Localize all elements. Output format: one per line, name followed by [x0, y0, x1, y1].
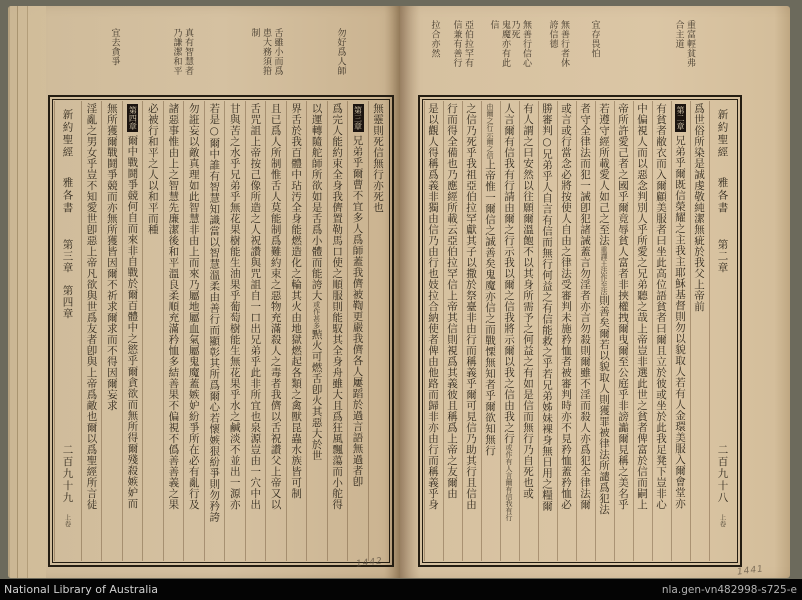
margin-note: 舌雖小而爲患大務須箝制: [249, 28, 283, 76]
column-text: 或言或行當念必將按使人自由之律法受審判未施矜恤者被審判時亦不見矜恤蓋矜恤必: [560, 103, 572, 510]
column-text: 勿誑妄以敵真理如此智慧非由上而來乃屬地屬血氣屬鬼魔蓋嫉妒紛爭所在必有亂行及: [187, 103, 200, 510]
column-text: 舌咒詛上帝按己像所造之人祝讚與咒詛自一口出兄弟乎此非所宜也泉源豈由一穴中出: [249, 103, 262, 510]
body-column: [81, 101, 101, 561]
body-column: [614, 101, 633, 561]
left-columns: [54, 101, 388, 561]
column-text: 上帝惟一爾信之誠善矣鬼魔亦信之而戰慄無知者乎爾欲知無行: [484, 159, 496, 456]
body-column: [347, 101, 367, 561]
body-column: [538, 101, 557, 561]
column-text: 行而得全備也乃應經所載云亞伯拉罕信上帝其信則視爲其義彼且稱爲上帝之友爾由: [446, 103, 458, 499]
body-column: [519, 101, 538, 561]
body-column: [122, 101, 142, 561]
page-number: 二百九十八: [716, 444, 729, 504]
column-text: 界舌於我百體中玷汚全身能燃造化之輪其火由地獄燃起各類之禽獸昆蟲水族皆可制: [290, 103, 303, 499]
chapter-heading-box: 第四章: [128, 106, 138, 130]
column-text: 爲完人能約束全身我儕置勒馬口使之順服則能馭其全身舟雖大且爲狂風飄蕩而小舵得: [331, 103, 344, 510]
interlinear-note: 或作甚多: [312, 301, 321, 329]
column-text: 者守全律法而犯一誡卽犯諸誡蓋言勿淫者亦言勿殺則爾雖不淫而殺人亦爲犯全律法爾: [579, 103, 591, 510]
body-column: [500, 101, 519, 561]
left-text-frame: [48, 95, 394, 570]
body-column: [576, 101, 595, 561]
book-title: 新約聖經: [716, 109, 729, 159]
body-column: [265, 101, 285, 561]
chapter-heading-box: 第二章: [676, 106, 685, 130]
chapter-heading-box: 第三章: [353, 106, 363, 130]
body-column: [163, 101, 183, 561]
column-text: 若是○爾中誰有智慧知識當以智慧溫柔由善行而顯彰其所爲爾心若懷嫉狠紛爭則勿矜誇: [208, 103, 221, 523]
body-column: [204, 101, 224, 561]
image-id: nla.gen-vn482998-s725-e: [661, 584, 797, 596]
column-text: 帝所許愛己者之國乎爾竟辱貧人富者非挾權拽爾曳爾至公庭乎非謗讟爾見稱之美名乎: [617, 103, 629, 510]
column-text: 之信乃死乎我祖亞伯拉罕獻其子以撒於祭臺非由行而稱義乎爾可見信乃助其行且信由: [465, 103, 477, 510]
interlinear-note: 由爾之行示爾之信: [486, 103, 494, 159]
book-name: 雅各書: [61, 177, 74, 215]
column-text: 則善矣爾若以貌取人則獲罪被律法所譴爲犯法: [598, 295, 610, 515]
body-column: [101, 101, 121, 561]
column-text: 無所獲爾戰鬪爭競而亦無所獲皆因爾不祈求爾求而不得因爾妄求: [105, 103, 118, 411]
interlinear-note: 或作有人言爾有信我有行: [505, 444, 513, 521]
body-column: [142, 101, 162, 561]
column-text: 勝審判○兄弟乎人自言有信而無行何益之有信能救之乎若兄弟姊妹裸身無日用之糧爾: [541, 103, 553, 512]
library-name: National Library of Australia: [4, 583, 159, 596]
column-text: 有貧者敝衣而入爾顧美服者曰坐此高位語貧者曰爾且立於彼或坐於此我足凳下豈非心: [655, 103, 667, 510]
column-text: 人言爾有信我有行請由爾之行示我以爾之信我將示爾以我之信由我之行: [503, 103, 515, 444]
right-columns: [424, 101, 736, 561]
volume-label: 上卷: [718, 514, 727, 527]
column-text: 若遵守經所載愛人如己之至法: [598, 103, 610, 246]
margin-note: 拉合亦然: [429, 20, 440, 58]
margin-note: 無善行信心乃死: [509, 20, 531, 68]
body-column: [633, 101, 652, 561]
body-column: [481, 101, 500, 561]
body-column: [306, 101, 326, 561]
column-text: 以運轉隨舵師所欲如是舌爲小體而能誇大: [310, 103, 323, 301]
margin-note: 亞伯拉罕有信兼有善行: [451, 20, 473, 68]
column-text: 中偏視人而以惡念判別人乎所愛之兄弟聽之哉上帝豈非選此世之貧者俾富於信而嗣上: [636, 103, 648, 510]
body-column: [183, 101, 203, 561]
body-column: [690, 101, 709, 561]
margin-note: 無善行者休誇信德: [547, 20, 569, 68]
column-text: 㸃火可燃舌卽火其惡大於世: [310, 329, 323, 461]
body-column: [595, 101, 614, 561]
column-text: 必被行和平之人以和平而種: [146, 103, 159, 235]
body-column: [652, 101, 671, 561]
chapter-label: 第三章: [61, 238, 74, 273]
column-text: 甘與苦之水乎兄弟乎無花果樹能生油果乎葡萄樹能生無花果乎水之鹹淡不並出一源亦: [228, 103, 241, 510]
interlinear-note: 重譯王法作至法: [600, 246, 608, 295]
left-fold-column: [54, 101, 81, 561]
margin-note: 真有智慧者乃謙潔和平: [171, 28, 193, 76]
body-column: [245, 101, 265, 561]
column-text: 無靈則死信無行亦死也: [372, 103, 384, 213]
pencil-mark: 1442: [355, 556, 384, 570]
body-column: [286, 101, 306, 561]
column-text: 爲世俗所染是誠虔敬純潔無疵於我父上帝前: [693, 103, 705, 312]
body-column: [424, 101, 443, 561]
pencil-mark: 1441: [736, 564, 765, 578]
chapter-label: 第四章: [61, 285, 74, 320]
column-text: 有人謂之曰安然以往願爾溫飽不以其身所需予之何益之有如是信而無行乃自死也或: [522, 103, 534, 499]
volume-label: 上卷: [63, 514, 72, 527]
page-number: 二百九十九: [61, 444, 74, 504]
body-column: [671, 101, 690, 561]
column-text: 兄弟乎爾曹不宜多人爲師蓋我儕被鞫更嚴我儕各人屢蹈於過言語無過者卽: [351, 135, 364, 487]
column-text: 是以觀人得稱爲義非獨由信乃由行也妓拉合納使者俾由他路而歸非亦由行而稱義乎身: [427, 103, 439, 510]
right-text-frame: [418, 95, 742, 567]
body-column: [368, 101, 388, 561]
chapter-label: 第二章: [716, 238, 729, 273]
body-column: [224, 101, 244, 561]
column-text: 且已爲人所制惟舌人莫能制爲難約束之惡物充滿殺人之毒者我儕以舌祝讚父上帝又以: [269, 103, 282, 510]
watermark-bar: [0, 579, 802, 600]
margin-note: 宜去貪爭: [109, 28, 120, 66]
margin-note: 重富輕貧弗合主道: [673, 20, 695, 68]
body-column: [443, 101, 462, 561]
column-text: 爾中戰鬪爭競何自而來非自戰於爾百體中之慾乎爾貪欲而無所得爾殘殺嫉妒而: [126, 135, 139, 509]
book-name: 雅各書: [716, 177, 729, 215]
margin-note: 鬼魔亦有此信: [488, 20, 510, 68]
body-column: [462, 101, 481, 561]
body-column: [327, 101, 347, 561]
column-text: 淫亂之男女乎豈不知愛世卽惡上帝凡欲與世爲友者卽與上帝爲敵也爾以爲聖經所言徒: [85, 103, 98, 510]
margin-note: 勿好爲人師: [335, 28, 346, 76]
column-text: 諸惡事惟由上之智慧先廉潔後和平溫良柔順充滿矜恤多結善果不偏視不僞善善義之果: [167, 103, 180, 510]
right-fold-column: [709, 101, 736, 561]
margin-note: 宜存畏怕: [589, 20, 600, 58]
column-text: 兄弟乎爾既信榮耀之主我主耶穌基督則勿以貌取人若有人金環美服入爾會堂亦: [674, 135, 686, 509]
body-column: [557, 101, 576, 561]
book-title: 新約聖經: [61, 109, 74, 159]
